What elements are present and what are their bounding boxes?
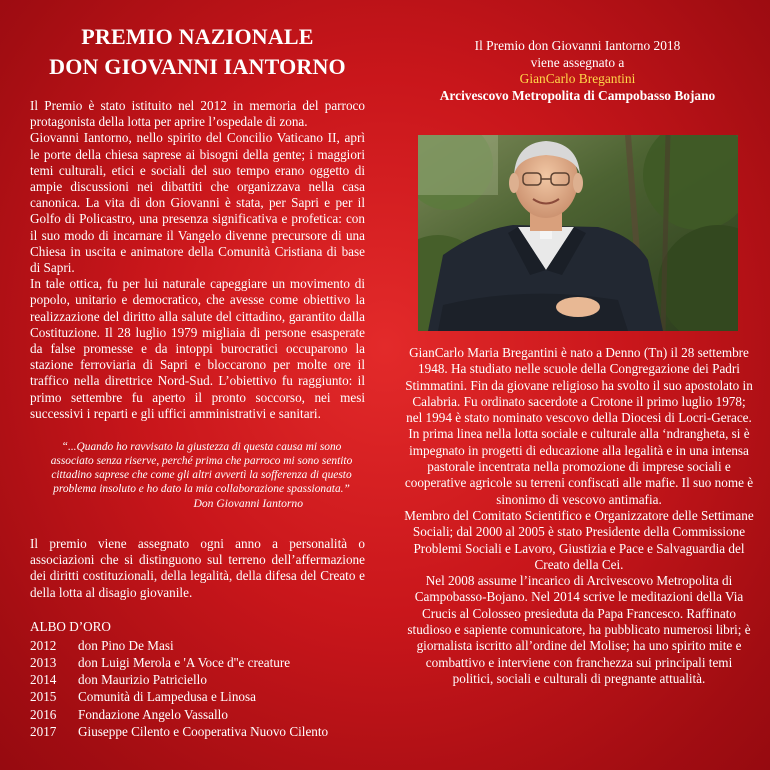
albo-row bbox=[30, 688, 365, 705]
albo-row bbox=[30, 706, 365, 723]
prize-line-1: Il Premio don Giovanni Iantorno 2018 bbox=[474, 38, 681, 53]
albo-year: 2017 bbox=[30, 723, 57, 739]
intro-paragraph: In tale ottica, fu per lui naturale capeggiare un movimento di popolo, unitario e democratico, che avesse come obiettivo la realizzazione del diritto alla salute del cittadino, garantito dalla Costituzione. Il 28 luglio 1979 migliaia di persone esasperate da false promesse e da intoppi burocratici occuparono la stazione ferroviaria di Sapri e bloccarono per molte ore il traffico nella direttrice Nord-Sud. L’obiettivo fu raggiunto: il primo settembre fu aperto il pronto soccorso, nei mesi successivi i reparti e gli uffici amministrativi e sanitari. bbox=[30, 276, 365, 421]
bio-paragraph: Membro del Comitato Scientifico e Organizzatore delle Settimane Sociali; dal 2000 al 2005 è stato Presidente della Commissione Problemi Sociali e Lavoro, Giustizia e Pace e Salvaguardia del Creato della Cei. bbox=[404, 507, 754, 572]
title-line-1: PREMIO NAZIONALE bbox=[81, 24, 314, 49]
albo-year: 2014 bbox=[30, 672, 57, 688]
title-line-2: DON GIOVANNI IANTORNO bbox=[49, 54, 346, 79]
albo-year: 2015 bbox=[30, 689, 57, 705]
albo-name: Comunità di Lampedusa e Linosa bbox=[78, 689, 256, 705]
winner-photo bbox=[418, 135, 738, 331]
right-column-header bbox=[405, 38, 750, 104]
intro-paragraph: Il Premio è stato istituito nel 2012 in memoria del parroco protagonista della lotta per aprire l’ospedale di zona. bbox=[30, 98, 365, 130]
albo-name: don Pino De Masi bbox=[78, 637, 174, 653]
albo-row bbox=[30, 637, 365, 654]
page-title bbox=[30, 22, 365, 82]
albo-list bbox=[30, 637, 365, 740]
albo-name: Giuseppe Cilento e Cooperativa Nuovo Cilento bbox=[78, 723, 329, 739]
albo-row bbox=[30, 671, 365, 688]
prize-heading bbox=[405, 38, 750, 104]
albo-year: 2012 bbox=[30, 637, 57, 653]
winner-role: Arcivescovo Metropolita di Campobasso Bojano bbox=[439, 87, 716, 103]
bio-paragraph: Nel 2008 assume l’incarico di Arcivescovo Metropolita di Campobasso-Bojano. Nel 2014 scrive le meditazioni della Via Crucis al Colosseo presieduta da Papa Francesco. Raffinato studioso e sapiente comunicatore, ha pubblicato numerosi libri; è giornalista iscritto all’ordine del Molise; ha uno spirito mite e combattivo e interviene con franchezza sui principali temi politici, sociali e culturali di pregnante attualità. bbox=[407, 573, 751, 686]
albo-year: 2016 bbox=[30, 706, 57, 722]
portrait-image bbox=[418, 135, 738, 331]
albo-name: Fondazione Angelo Vassallo bbox=[78, 706, 228, 722]
winner-bio bbox=[404, 345, 754, 687]
albo-row bbox=[30, 654, 365, 671]
quote-author: Don Giovanni Iantorno bbox=[193, 497, 303, 511]
winner-name: GianCarlo Bregantini bbox=[519, 71, 636, 87]
intro-paragraph: Giovanni Iantorno, nello spirito del Concilio Vaticano II, aprì le porte della chiesa saprese ai bisogni della gente; i maggiori temi culturali, etici e sociali del suo tempo erano oggetto di ampie discussioni nei dibattiti che organizzava nella casa canonica. La vita di don Giovanni è stata, per Sapri e per il Golfo di Policastro, una presenza significativa e profetica: con il suo modo di incarnare il Vangelo divenne precursore di una Chiesa in uscita e animatore della Comunità Cristiana di base di Sapri. bbox=[30, 130, 365, 276]
albo-name: don Maurizio Patriciello bbox=[78, 672, 207, 688]
assign-text: Il premio viene assegnato ogni anno a personalità o associazioni che si distinguono sul terreno dell’affermazione dei diritti costituzionali, della legalità, della difesa del Creato e della lotta al disagio giovanile. bbox=[30, 536, 365, 600]
intro-text bbox=[30, 98, 365, 422]
albo-year: 2013 bbox=[30, 655, 57, 671]
prize-line-2: viene assegnato a bbox=[530, 54, 625, 70]
bio-paragraph: GianCarlo Maria Bregantini è nato a Denno (Tn) il 28 settembre 1948. Ha studiato nelle scuole della Congregazione dei Padri Stimmatini. Fin da giovane religioso ha svolto il suo apostolato in Calabria. Fu ordinato sacerdote a Crotone il primo luglio 1978; nel 1994 è stato nominato vescovo della Diocesi di Locri-Gerace. In prima linea nella lotta sociale e culturale alla ‘ndrangheta, si è impegnato in progetti di educazione alla legalità e in una intensa pastorale incentrata nella promozione di imprese sociali e cooperative agricole su terreni confiscati alle mafie. Il suo nome è sinonimo di vescovo antimafia. bbox=[404, 345, 754, 507]
albo-name: don Luigi Merola e 'A Voce d''e creature bbox=[78, 655, 291, 671]
left-column bbox=[30, 22, 365, 740]
albo-row bbox=[30, 723, 365, 740]
quote-text: “...Quando ho ravvisato la giustezza di questa causa mi sono associato senza riserve, perché prima che parroco mi sono sentito cittadino saprese che come gli altri avvertì la sofferenza di questo problema insoluto e ho dato la mia collaborazione spassionata.” bbox=[50, 441, 353, 496]
albo-title: ALBO D’ORO bbox=[30, 618, 111, 634]
